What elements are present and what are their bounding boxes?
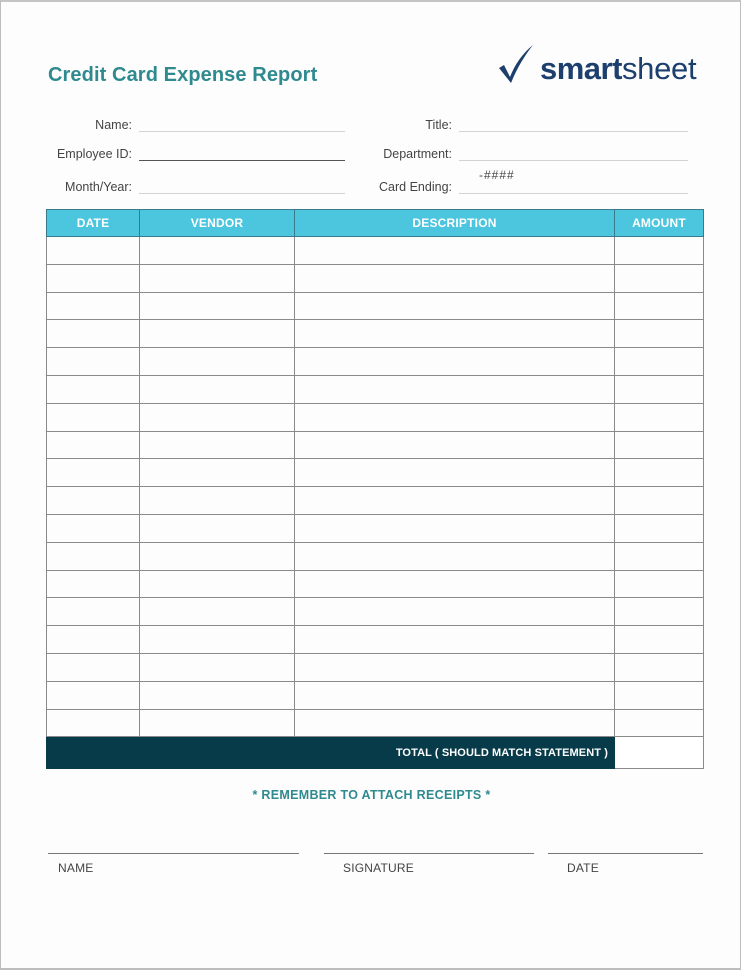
vendor-cell[interactable] bbox=[140, 320, 295, 348]
department-field bbox=[351, 147, 688, 161]
vendor-cell[interactable] bbox=[140, 487, 295, 515]
signature-block-signature[interactable] bbox=[324, 853, 534, 875]
date-cell[interactable] bbox=[47, 653, 140, 681]
total-amount-cell[interactable] bbox=[615, 737, 704, 769]
amount-cell[interactable] bbox=[615, 514, 704, 542]
amount-cell[interactable] bbox=[615, 487, 704, 515]
date-signature-label: DATE bbox=[567, 861, 599, 875]
table-row bbox=[47, 264, 704, 292]
table-row bbox=[47, 403, 704, 431]
amount-cell[interactable] bbox=[615, 320, 704, 348]
date-cell[interactable] bbox=[47, 681, 140, 709]
amount-cell[interactable] bbox=[615, 264, 704, 292]
vendor-cell[interactable] bbox=[140, 403, 295, 431]
signature-block-date[interactable] bbox=[548, 853, 703, 875]
description-cell[interactable] bbox=[295, 237, 615, 265]
date-cell[interactable] bbox=[47, 709, 140, 737]
amount-cell[interactable] bbox=[615, 459, 704, 487]
amount-cell[interactable] bbox=[615, 375, 704, 403]
amount-cell[interactable] bbox=[615, 348, 704, 376]
expense-table bbox=[46, 209, 704, 769]
description-cell[interactable] bbox=[295, 709, 615, 737]
amount-cell[interactable] bbox=[615, 681, 704, 709]
date-cell[interactable] bbox=[47, 292, 140, 320]
vendor-cell[interactable] bbox=[140, 598, 295, 626]
date-cell[interactable] bbox=[47, 237, 140, 265]
table-row bbox=[47, 598, 704, 626]
description-cell[interactable] bbox=[295, 626, 615, 654]
employee-id-input[interactable] bbox=[139, 147, 345, 161]
amount-cell[interactable] bbox=[615, 709, 704, 737]
smartsheet-logo bbox=[498, 40, 696, 84]
table-row bbox=[47, 542, 704, 570]
vendor-cell[interactable] bbox=[140, 375, 295, 403]
amount-cell[interactable] bbox=[615, 292, 704, 320]
name-input[interactable] bbox=[139, 118, 345, 132]
amount-cell[interactable] bbox=[615, 403, 704, 431]
table-row bbox=[47, 514, 704, 542]
column-header-vendor: VENDOR bbox=[140, 210, 295, 237]
amount-cell[interactable] bbox=[615, 626, 704, 654]
title-label: Title: bbox=[425, 118, 452, 132]
vendor-cell[interactable] bbox=[140, 264, 295, 292]
amount-cell[interactable] bbox=[615, 598, 704, 626]
date-cell[interactable] bbox=[47, 487, 140, 515]
vendor-cell[interactable] bbox=[140, 626, 295, 654]
logo-text-sheet: sheet bbox=[621, 51, 697, 86]
signature-block-name[interactable] bbox=[48, 853, 299, 875]
table-row bbox=[47, 709, 704, 737]
date-cell[interactable] bbox=[47, 403, 140, 431]
month-year-input[interactable] bbox=[139, 180, 345, 194]
column-header-date: DATE bbox=[47, 210, 140, 237]
total-label: TOTAL ( SHOULD MATCH STATEMENT ) bbox=[47, 737, 615, 769]
amount-cell[interactable] bbox=[615, 570, 704, 598]
table-row bbox=[47, 487, 704, 515]
report-title: Credit Card Expense Report bbox=[48, 64, 318, 86]
description-cell[interactable] bbox=[295, 431, 615, 459]
description-cell[interactable] bbox=[295, 653, 615, 681]
description-cell[interactable] bbox=[295, 264, 615, 292]
column-header-amount: AMOUNT bbox=[615, 210, 704, 237]
table-row bbox=[47, 237, 704, 265]
vendor-cell[interactable] bbox=[140, 292, 295, 320]
vendor-cell[interactable] bbox=[140, 431, 295, 459]
amount-cell[interactable] bbox=[615, 431, 704, 459]
name-signature-label: NAME bbox=[58, 861, 94, 875]
description-cell[interactable] bbox=[295, 403, 615, 431]
table-row bbox=[47, 626, 704, 654]
vendor-cell[interactable] bbox=[140, 709, 295, 737]
amount-cell[interactable] bbox=[615, 653, 704, 681]
description-cell[interactable] bbox=[295, 570, 615, 598]
department-label: Department: bbox=[383, 147, 452, 161]
date-cell[interactable] bbox=[47, 570, 140, 598]
date-cell[interactable] bbox=[47, 459, 140, 487]
column-header-description: DESCRIPTION bbox=[295, 210, 615, 237]
vendor-cell[interactable] bbox=[140, 514, 295, 542]
employee-id-field bbox=[31, 147, 345, 161]
month-year-label: Month/Year: bbox=[65, 180, 132, 194]
description-cell[interactable] bbox=[295, 348, 615, 376]
name-label: Name: bbox=[95, 118, 132, 132]
month-year-field bbox=[31, 180, 345, 194]
checkmark-icon bbox=[498, 44, 534, 84]
employee-id-label: Employee ID: bbox=[56, 147, 132, 161]
card-ending-input[interactable] bbox=[459, 168, 688, 194]
vendor-cell[interactable] bbox=[140, 459, 295, 487]
date-cell[interactable] bbox=[47, 264, 140, 292]
table-row bbox=[47, 320, 704, 348]
vendor-cell[interactable] bbox=[140, 348, 295, 376]
card-ending-field bbox=[351, 168, 688, 194]
table-row bbox=[47, 681, 704, 709]
date-cell[interactable] bbox=[47, 375, 140, 403]
attach-receipts-reminder: * REMEMBER TO ATTACH RECEIPTS * bbox=[252, 788, 491, 802]
description-cell[interactable] bbox=[295, 542, 615, 570]
logo-text-smart: smart bbox=[540, 51, 622, 86]
date-cell[interactable] bbox=[47, 626, 140, 654]
date-cell[interactable] bbox=[47, 431, 140, 459]
table-row bbox=[47, 292, 704, 320]
table-row bbox=[47, 348, 704, 376]
name-signature-line[interactable] bbox=[48, 853, 299, 854]
table-row bbox=[47, 653, 704, 681]
description-cell[interactable] bbox=[295, 514, 615, 542]
date-cell[interactable] bbox=[47, 542, 140, 570]
description-cell[interactable] bbox=[295, 487, 615, 515]
date-cell[interactable] bbox=[47, 348, 140, 376]
table-row bbox=[47, 459, 704, 487]
description-cell[interactable] bbox=[295, 320, 615, 348]
vendor-cell[interactable] bbox=[140, 653, 295, 681]
card-ending-label: Card Ending: bbox=[379, 180, 452, 194]
department-input[interactable] bbox=[459, 147, 688, 161]
date-signature-line[interactable] bbox=[548, 853, 703, 854]
title-input[interactable] bbox=[459, 118, 688, 132]
description-cell[interactable] bbox=[295, 598, 615, 626]
table-header-row bbox=[47, 210, 704, 237]
card-ending-value: -#### bbox=[479, 168, 515, 182]
description-cell[interactable] bbox=[295, 459, 615, 487]
description-cell[interactable] bbox=[295, 681, 615, 709]
signature-label: SIGNATURE bbox=[343, 861, 414, 875]
total-row bbox=[47, 737, 704, 769]
vendor-cell[interactable] bbox=[140, 681, 295, 709]
vendor-cell[interactable] bbox=[140, 570, 295, 598]
table-row bbox=[47, 570, 704, 598]
date-cell[interactable] bbox=[47, 598, 140, 626]
description-cell[interactable] bbox=[295, 292, 615, 320]
title-field bbox=[351, 118, 688, 132]
name-field bbox=[31, 118, 345, 132]
table-row bbox=[47, 375, 704, 403]
vendor-cell[interactable] bbox=[140, 542, 295, 570]
description-cell[interactable] bbox=[295, 375, 615, 403]
amount-cell[interactable] bbox=[615, 542, 704, 570]
vendor-cell[interactable] bbox=[140, 237, 295, 265]
date-cell[interactable] bbox=[47, 514, 140, 542]
amount-cell[interactable] bbox=[615, 237, 704, 265]
signature-line[interactable] bbox=[324, 853, 534, 854]
date-cell[interactable] bbox=[47, 320, 140, 348]
table-row bbox=[47, 431, 704, 459]
expense-table-body bbox=[47, 237, 704, 737]
